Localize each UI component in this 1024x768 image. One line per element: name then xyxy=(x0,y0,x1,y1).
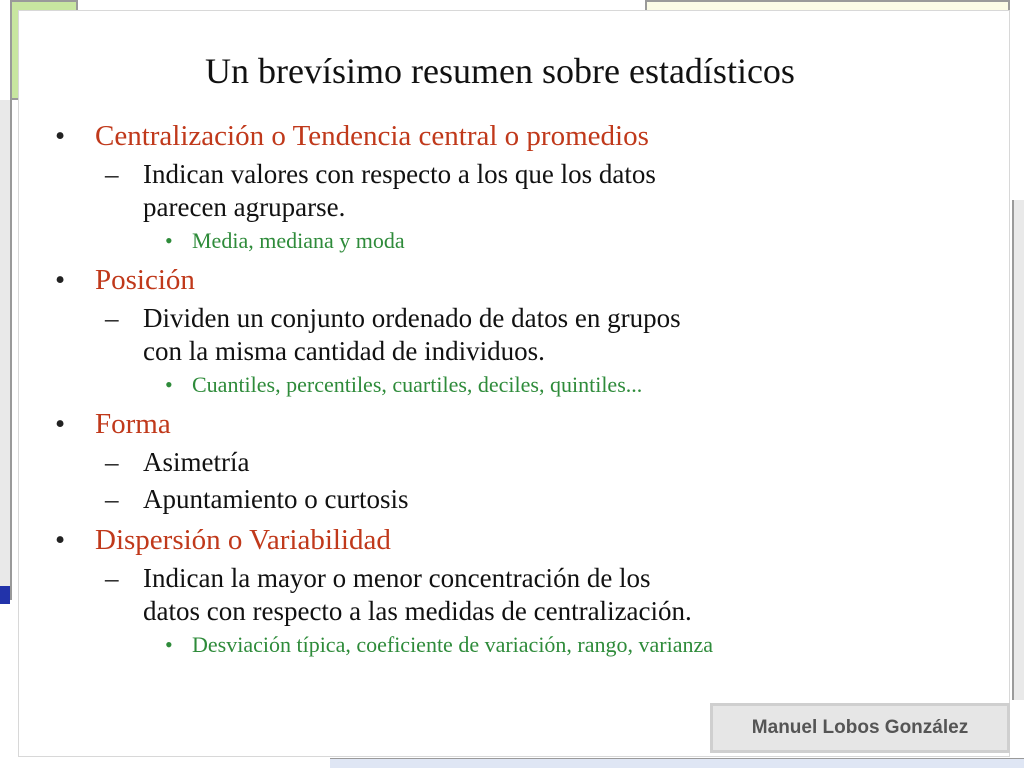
heading-dispersion: Dispersión o Variabilidad xyxy=(95,524,391,556)
author-label: Manuel Lobos González xyxy=(710,703,1010,753)
decor-blue-mark xyxy=(0,586,10,604)
subitem xyxy=(55,483,935,516)
heading-centralizacion: Centralización o Tendencia central o promedios xyxy=(95,120,649,152)
dash-icon: – xyxy=(105,303,119,333)
slide-content xyxy=(55,112,935,660)
subitem-line: Apuntamiento o curtosis xyxy=(143,484,409,514)
heading-posicion: Posición xyxy=(95,264,195,296)
dash-icon: – xyxy=(105,447,119,477)
examples-text: Media, mediana y moda xyxy=(192,228,405,253)
dash-icon: – xyxy=(105,159,119,189)
bullet-dispersion xyxy=(55,522,935,558)
bullet-icon: • xyxy=(55,120,66,152)
heading-forma: Forma xyxy=(95,408,171,440)
subitem xyxy=(55,562,935,628)
examples xyxy=(55,370,935,400)
subitem-line: Dividen un conjunto ordenado de datos en grupos xyxy=(143,303,681,333)
bullet-icon: • xyxy=(55,408,66,440)
bullet-icon: • xyxy=(165,228,173,253)
decor-bottom-bar xyxy=(330,758,1024,768)
subitem-line: datos con respecto a las medidas de centralización. xyxy=(143,596,692,626)
examples xyxy=(55,630,935,660)
decor-left-edge xyxy=(0,100,12,600)
dash-icon: – xyxy=(105,563,119,593)
examples-text: Desviación típica, coeficiente de variación, rango, varianza xyxy=(192,632,714,657)
subitem-line: Indican la mayor o menor concentración de los xyxy=(143,563,651,593)
dash-icon: – xyxy=(105,484,119,514)
examples-text: Cuantiles, percentiles, cuartiles, deciles, quintiles... xyxy=(192,372,643,397)
bullet-icon: • xyxy=(55,264,66,296)
subitem-line: Asimetría xyxy=(143,447,250,477)
subitem xyxy=(55,302,935,368)
bullet-icon: • xyxy=(165,372,173,397)
decor-right-edge xyxy=(1012,200,1024,700)
subitem-line: con la misma cantidad de individuos. xyxy=(143,336,545,366)
bullet-icon: • xyxy=(165,632,173,657)
bullet-forma xyxy=(55,406,935,442)
slide-title: Un brevísimo resumen sobre estadísticos xyxy=(205,51,795,91)
subitem xyxy=(55,446,935,479)
subitem xyxy=(55,158,935,224)
bullet-centralizacion xyxy=(55,118,935,154)
bullet-icon: • xyxy=(55,524,66,556)
examples xyxy=(55,226,935,256)
bullet-posicion xyxy=(55,262,935,298)
subitem-line: parecen agruparse. xyxy=(143,192,346,222)
subitem-line: Indican valores con respecto a los que los datos xyxy=(143,159,656,189)
